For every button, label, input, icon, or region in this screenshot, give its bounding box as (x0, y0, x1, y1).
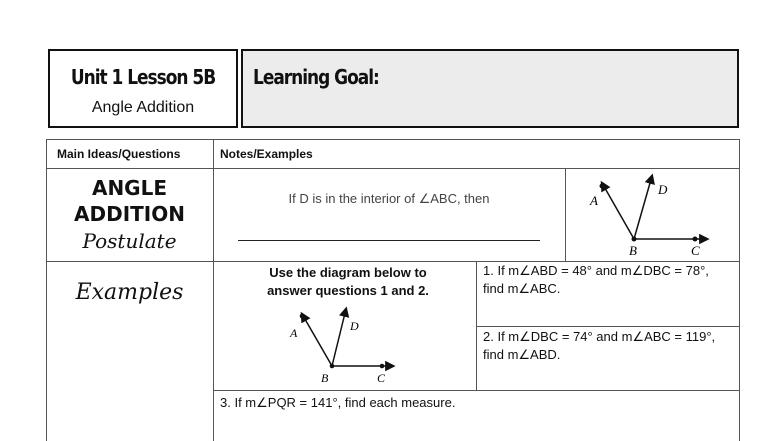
point-b-label: B (629, 243, 637, 258)
postulate-title-line2: ADDITION (74, 202, 185, 226)
unit-subtitle: Angle Addition (91, 99, 195, 116)
diagram-instructions: Use the diagram below to answer questions 1 and 2. (267, 265, 429, 298)
angle-diagram-top (566, 169, 739, 261)
notes-examples-header: Notes/Examples (220, 147, 313, 161)
question-2: 2. If m∠DBC = 74° and m∠ABC = 119°, find m∠ABD. (483, 329, 716, 362)
ray-bd-2 (332, 309, 346, 366)
point-c-label: C (691, 243, 700, 258)
point-a-label: A (590, 193, 598, 208)
point-a-label-2: A (290, 326, 298, 340)
point-d-label-2: D (350, 319, 359, 333)
question-1: 1. If m∠ABD = 48° and m∠DBC = 78°, find m∠ABC. (483, 263, 709, 296)
unit-title: Unit 1 Lesson 5B (70, 65, 216, 89)
postulate-statement: If D is in the interior of ∠ABC, then (288, 191, 490, 206)
unit-box (48, 49, 238, 128)
postulate-answer-blank[interactable] (238, 240, 540, 241)
postulate-title-line1: ANGLE (91, 176, 168, 200)
ray-ba (602, 183, 634, 239)
postulate-title-line3: Postulate (82, 229, 177, 253)
examples-label: Examples (75, 280, 184, 305)
point-c-label-2: C (377, 371, 386, 385)
angle-diagram-examples (280, 303, 400, 387)
learning-goal-box (241, 49, 739, 128)
ray-bd (634, 176, 652, 239)
point-b-label-2: B (321, 371, 329, 385)
main-ideas-header: Main Ideas/Questions (57, 147, 181, 161)
ray-ba-2 (302, 314, 332, 366)
point-d-label: D (658, 182, 668, 197)
question-3: 3. If m∠PQR = 141°, find each measure. (220, 395, 456, 410)
learning-goal-label: Learning Goal: (253, 65, 379, 89)
